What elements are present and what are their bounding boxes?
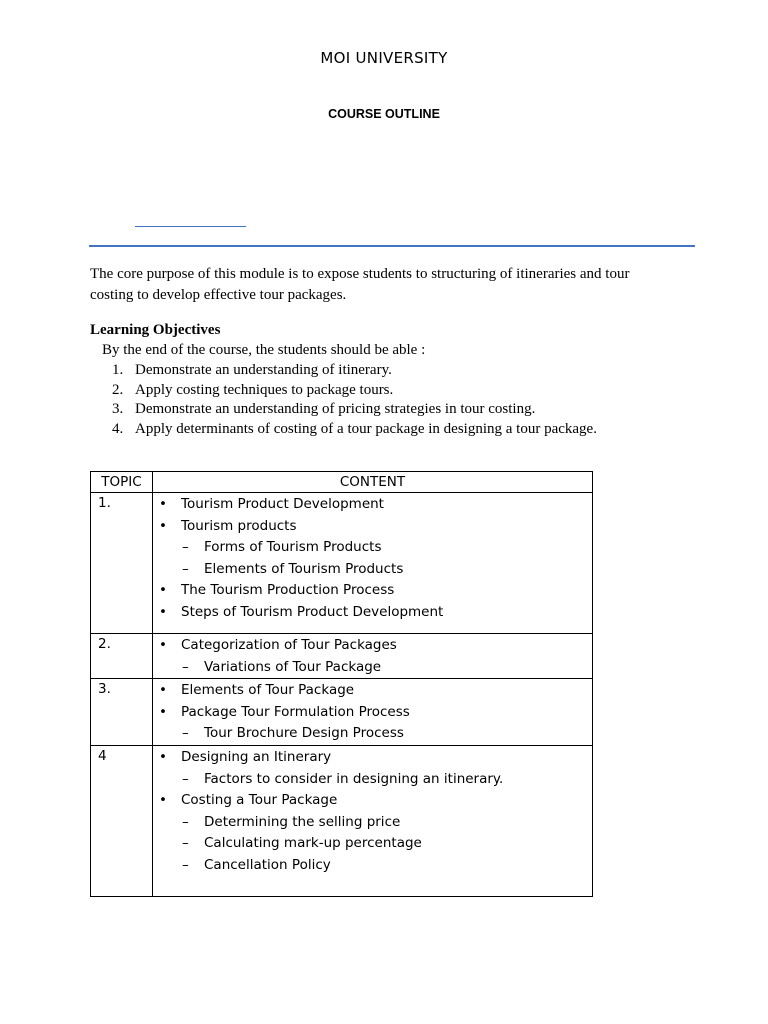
objective-number: 4. (112, 420, 124, 437)
bullet-icon: • (159, 517, 167, 534)
topic-content (153, 634, 593, 679)
bullet-icon: • (159, 748, 167, 765)
dash-icon: – (182, 856, 189, 873)
content-bullet-item (153, 580, 592, 602)
content-column-header: CONTENT (153, 472, 593, 493)
section-divider (89, 245, 695, 247)
content-text: Steps of Tourism Product Development (181, 603, 444, 620)
content-sub-item (153, 723, 592, 745)
topic-content (153, 679, 593, 746)
content-text: Tourism products (181, 517, 297, 534)
table-row (91, 493, 593, 634)
objectives-list (90, 361, 690, 439)
content-text: Calculating mark-up percentage (204, 835, 422, 852)
content-bullet-item (153, 790, 592, 812)
content-text: Package Tour Formulation Process (181, 703, 410, 720)
bullet-icon: • (159, 703, 167, 720)
bullet-icon: • (159, 603, 167, 620)
bullet-icon: • (159, 682, 167, 699)
content-sub-item (153, 769, 592, 791)
document-title: COURSE OUTLINE (328, 107, 440, 121)
content-sub-item (153, 812, 592, 834)
table-header-row (91, 472, 593, 493)
dash-icon: – (182, 770, 189, 787)
content-bullet-item (153, 747, 592, 769)
objectives-lead: By the end of the course, the students should be able : (102, 342, 426, 358)
objective-number: 3. (112, 401, 124, 417)
table-row (91, 679, 593, 746)
content-text: Forms of Tourism Products (204, 539, 382, 556)
content-text: Costing a Tour Package (181, 792, 338, 809)
bullet-icon: • (159, 637, 167, 653)
content-text: Tour Brochure Design Process (204, 725, 404, 742)
content-bullet-item (153, 516, 592, 538)
content-sub-item (153, 657, 592, 679)
objective-item (90, 381, 690, 401)
content-text: Variations of Tour Package (204, 658, 382, 675)
objectives-heading: Learning Objectives (90, 322, 221, 338)
topic-content (153, 493, 593, 634)
content-text: Categorization of Tour Packages (181, 637, 397, 653)
objective-number: 1. (112, 362, 124, 378)
objective-text: Apply costing techniques to package tours. (135, 381, 394, 398)
bullet-icon: • (159, 792, 167, 809)
university-name: MOI UNIVERSITY (320, 49, 448, 67)
content-text: Determining the selling price (204, 813, 401, 830)
objective-text: Apply determinants of costing of a tour package in designing a tour package. (135, 420, 597, 437)
objective-item (90, 400, 690, 420)
content-text: The Tourism Production Process (181, 582, 395, 599)
content-text: Tourism Product Development (181, 496, 384, 512)
bullet-icon: • (159, 496, 167, 512)
content-bullet-item (153, 680, 592, 702)
dash-icon: – (182, 835, 189, 852)
dash-icon: – (182, 813, 189, 830)
course-outline-table (90, 471, 593, 897)
dash-icon: – (182, 725, 189, 742)
module-purpose: The core purpose of this module is to expose students to structuring of itineraries and tour costing to develop effective tour packages. (90, 266, 630, 303)
content-sub-item (153, 833, 592, 855)
content-bullet-item (153, 494, 592, 516)
content-sub-item (153, 537, 592, 559)
objective-number: 2. (112, 381, 124, 398)
short-divider (135, 226, 246, 227)
topic-column-header: TOPIC (91, 472, 153, 493)
topic-content (153, 745, 593, 896)
table-row (91, 634, 593, 679)
objective-item (90, 361, 690, 381)
content-text: Elements of Tourism Products (204, 560, 404, 577)
objective-item (90, 420, 690, 440)
content-bullet-item (153, 702, 592, 724)
content-text: Elements of Tour Package (181, 682, 355, 699)
content-sub-item (153, 855, 592, 877)
objective-text: Demonstrate an understanding of itinerary. (135, 362, 392, 378)
content-bullet-item (153, 602, 592, 624)
objective-text: Demonstrate an understanding of pricing strategies in tour costing. (135, 401, 536, 417)
topic-number: 4 (91, 745, 153, 896)
content-bullet-item (153, 635, 592, 657)
topic-number: 1. (91, 493, 153, 634)
dash-icon: – (182, 539, 189, 556)
topic-number: 2. (91, 634, 153, 679)
content-sub-item (153, 559, 592, 581)
content-text: Factors to consider in designing an itinerary. (204, 770, 504, 787)
table-row (91, 745, 593, 896)
topic-number: 3. (91, 679, 153, 746)
content-text: Designing an Itinerary (181, 748, 332, 765)
dash-icon: – (182, 560, 189, 577)
dash-icon: – (182, 658, 189, 675)
bullet-icon: • (159, 582, 167, 599)
content-text: Cancellation Policy (204, 856, 331, 873)
